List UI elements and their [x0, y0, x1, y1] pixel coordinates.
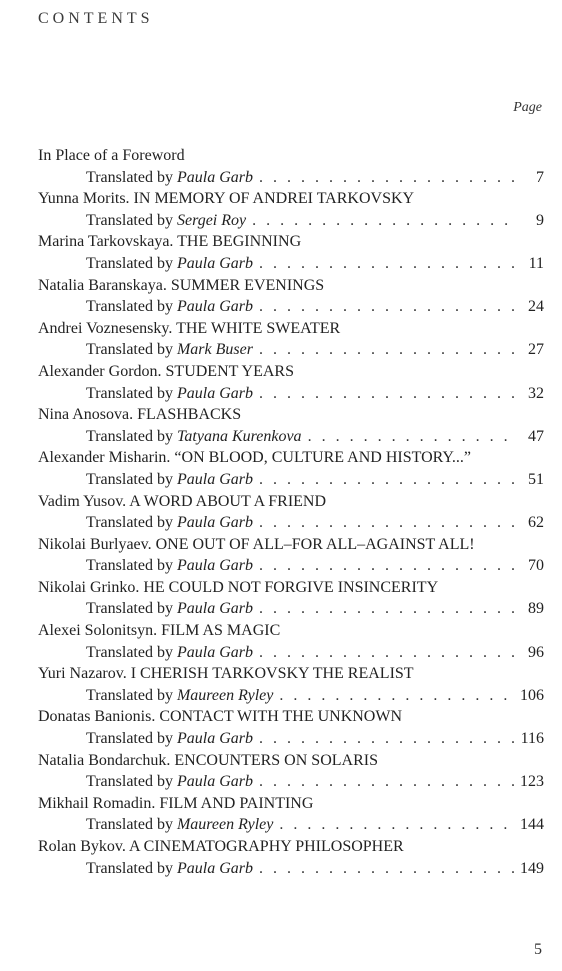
- dot-leader: [259, 642, 516, 664]
- toc-entry: [38, 231, 544, 274]
- translator-name: Maureen Ryley: [176, 686, 274, 704]
- translator-name: Tatyana Kurenkova: [176, 427, 302, 445]
- dot-leader: [259, 253, 516, 275]
- translator-name: Paula Garb: [176, 643, 253, 661]
- toc-entry: [38, 750, 544, 793]
- translated-by-label: Translated by: [86, 168, 173, 186]
- toc-entry: [38, 188, 544, 231]
- translator-line: [38, 814, 544, 836]
- toc-entry: [38, 491, 544, 534]
- translated-by-label: Translated by: [86, 773, 173, 791]
- entry-page-number: 11: [528, 254, 544, 272]
- dot-leader: [259, 296, 516, 318]
- translated-by-label: Translated by: [86, 686, 173, 704]
- translated-by-label: Translated by: [86, 557, 173, 575]
- entry-page-number: 27: [528, 341, 544, 359]
- entry-title: Nina Anosova. FLASHBACKS: [38, 406, 242, 424]
- entry-page-number: 51: [528, 470, 544, 488]
- dot-leader: [259, 728, 515, 750]
- translator-name: Paula Garb: [176, 168, 253, 186]
- entry-title: Andrei Voznesensky. THE WHITE SWEATER: [38, 319, 341, 337]
- translated-by-label: Translated by: [86, 859, 173, 877]
- entry-page-number: 106: [520, 686, 544, 704]
- translator-name: Mark Buser: [176, 341, 253, 359]
- translator-line: [38, 210, 544, 232]
- toc-entry: [38, 836, 544, 879]
- toc-entry: [38, 534, 544, 577]
- translated-by-label: Translated by: [86, 730, 173, 748]
- entry-title: Vadim Yusov. A WORD ABOUT A FRIEND: [38, 492, 327, 510]
- translated-by-label: Translated by: [86, 384, 173, 402]
- translator-line: [38, 771, 544, 793]
- translator-name: Paula Garb: [176, 600, 253, 618]
- translated-by-label: Translated by: [86, 427, 173, 445]
- translator-line: [38, 253, 544, 275]
- entry-page-number: 9: [536, 211, 544, 229]
- toc-entry: [38, 663, 544, 706]
- entry-page-number: 7: [536, 168, 544, 186]
- translator-line: [38, 383, 544, 405]
- translator-line: [38, 858, 544, 880]
- entry-page-number: 47: [528, 427, 544, 445]
- entry-page-number: 116: [520, 730, 544, 748]
- translator-name: Maureen Ryley: [176, 816, 274, 834]
- entry-title: Alexei Solonitsyn. FILM AS MAGIC: [38, 622, 281, 640]
- dot-leader: [259, 469, 516, 491]
- translator-name: Paula Garb: [176, 384, 253, 402]
- toc-entry: [38, 145, 544, 188]
- translator-line: [38, 555, 544, 577]
- entry-title: Mikhail Romadin. FILM AND PAINTING: [38, 794, 314, 812]
- translator-name: Paula Garb: [176, 254, 253, 272]
- translated-by-label: Translated by: [86, 341, 173, 359]
- entry-title: Natalia Baranskaya. SUMMER EVENINGS: [38, 276, 325, 294]
- toc-entry: [38, 318, 544, 361]
- entry-page-number: 144: [520, 816, 544, 834]
- entry-title: Nikolai Grinko. HE COULD NOT FORGIVE INSINCERITY: [38, 578, 439, 596]
- entry-page-number: 62: [528, 514, 544, 532]
- translator-name: Paula Garb: [176, 859, 253, 877]
- translator-line: [38, 512, 544, 534]
- translator-name: Paula Garb: [176, 557, 253, 575]
- translator-line: [38, 728, 544, 750]
- entry-title: Alexander Gordon. STUDENT YEARS: [38, 362, 294, 380]
- dot-leader: [279, 685, 514, 707]
- toc-entry: [38, 620, 544, 663]
- dot-leader: [252, 210, 516, 232]
- entry-title: Natalia Bondarchuk. ENCOUNTERS ON SOLARIS: [38, 751, 378, 769]
- translator-name: Paula Garb: [176, 514, 253, 532]
- dot-leader: [259, 383, 516, 405]
- entry-page-number: 32: [528, 384, 544, 402]
- entry-page-number: 149: [520, 859, 544, 877]
- entry-page-number: 24: [528, 298, 544, 316]
- dot-leader: [259, 167, 516, 189]
- entry-title: Yunna Morits. IN MEMORY OF ANDREI TARKOVSKY: [38, 190, 415, 208]
- translated-by-label: Translated by: [86, 643, 173, 661]
- dot-leader: [259, 512, 516, 534]
- dot-leader: [308, 426, 516, 448]
- translator-line: [38, 685, 544, 707]
- dot-leader: [259, 858, 514, 880]
- toc-entry: [38, 404, 544, 447]
- translator-line: [38, 296, 544, 318]
- translator-name: Paula Garb: [176, 773, 253, 791]
- entry-title: Donatas Banionis. CONTACT WITH THE UNKNOWN: [38, 708, 403, 726]
- entry-title: Alexander Misharin. “ON BLOOD, CULTURE AND HISTORY...”: [38, 449, 472, 467]
- dot-leader: [259, 598, 516, 620]
- entry-page-number: 123: [520, 773, 544, 791]
- translated-by-label: Translated by: [86, 470, 173, 488]
- translated-by-label: Translated by: [86, 600, 173, 618]
- translated-by-label: Translated by: [86, 254, 173, 272]
- toc-entry: [38, 275, 544, 318]
- page-column-label: Page: [513, 100, 542, 115]
- entry-page-number: 70: [528, 557, 544, 575]
- dot-leader: [259, 339, 516, 361]
- toc-entry: [38, 706, 544, 749]
- toc-entry: [38, 577, 544, 620]
- translated-by-label: Translated by: [86, 211, 173, 229]
- toc-entry: [38, 447, 544, 490]
- dot-leader: [259, 555, 516, 577]
- entry-title: Rolan Bykov. A CINEMATOGRAPHY PHILOSOPHER: [38, 838, 404, 855]
- translator-name: Paula Garb: [176, 470, 253, 488]
- entry-title: In Place of a Foreword: [38, 147, 185, 164]
- page-number: 5: [534, 941, 542, 958]
- dot-leader: [279, 814, 514, 836]
- translator-name: Paula Garb: [176, 730, 253, 748]
- translator-line: [38, 426, 544, 448]
- translator-line: [38, 339, 544, 361]
- entry-page-number: 96: [528, 643, 544, 661]
- dot-leader: [259, 771, 514, 793]
- entry-title: Nikolai Burlyaev. ONE OUT OF ALL–FOR ALL–AGAINST ALL!: [38, 535, 475, 553]
- translator-line: [38, 598, 544, 620]
- translator-name: Paula Garb: [176, 298, 253, 316]
- translator-line: [38, 167, 544, 189]
- translated-by-label: Translated by: [86, 816, 173, 834]
- entry-page-number: 89: [528, 600, 544, 618]
- translator-line: [38, 642, 544, 664]
- translator-name: Sergei Roy: [176, 211, 247, 229]
- toc-entry: [38, 361, 544, 404]
- translated-by-label: Translated by: [86, 514, 173, 532]
- toc-entry: [38, 793, 544, 836]
- table-of-contents: [38, 145, 544, 879]
- entry-title: Marina Tarkovskaya. THE BEGINNING: [38, 233, 302, 251]
- contents-heading: CONTENTS: [38, 10, 154, 27]
- entry-title: Yuri Nazarov. I CHERISH TARKOVSKY THE REALIST: [38, 665, 414, 683]
- translator-line: [38, 469, 544, 491]
- translated-by-label: Translated by: [86, 298, 173, 316]
